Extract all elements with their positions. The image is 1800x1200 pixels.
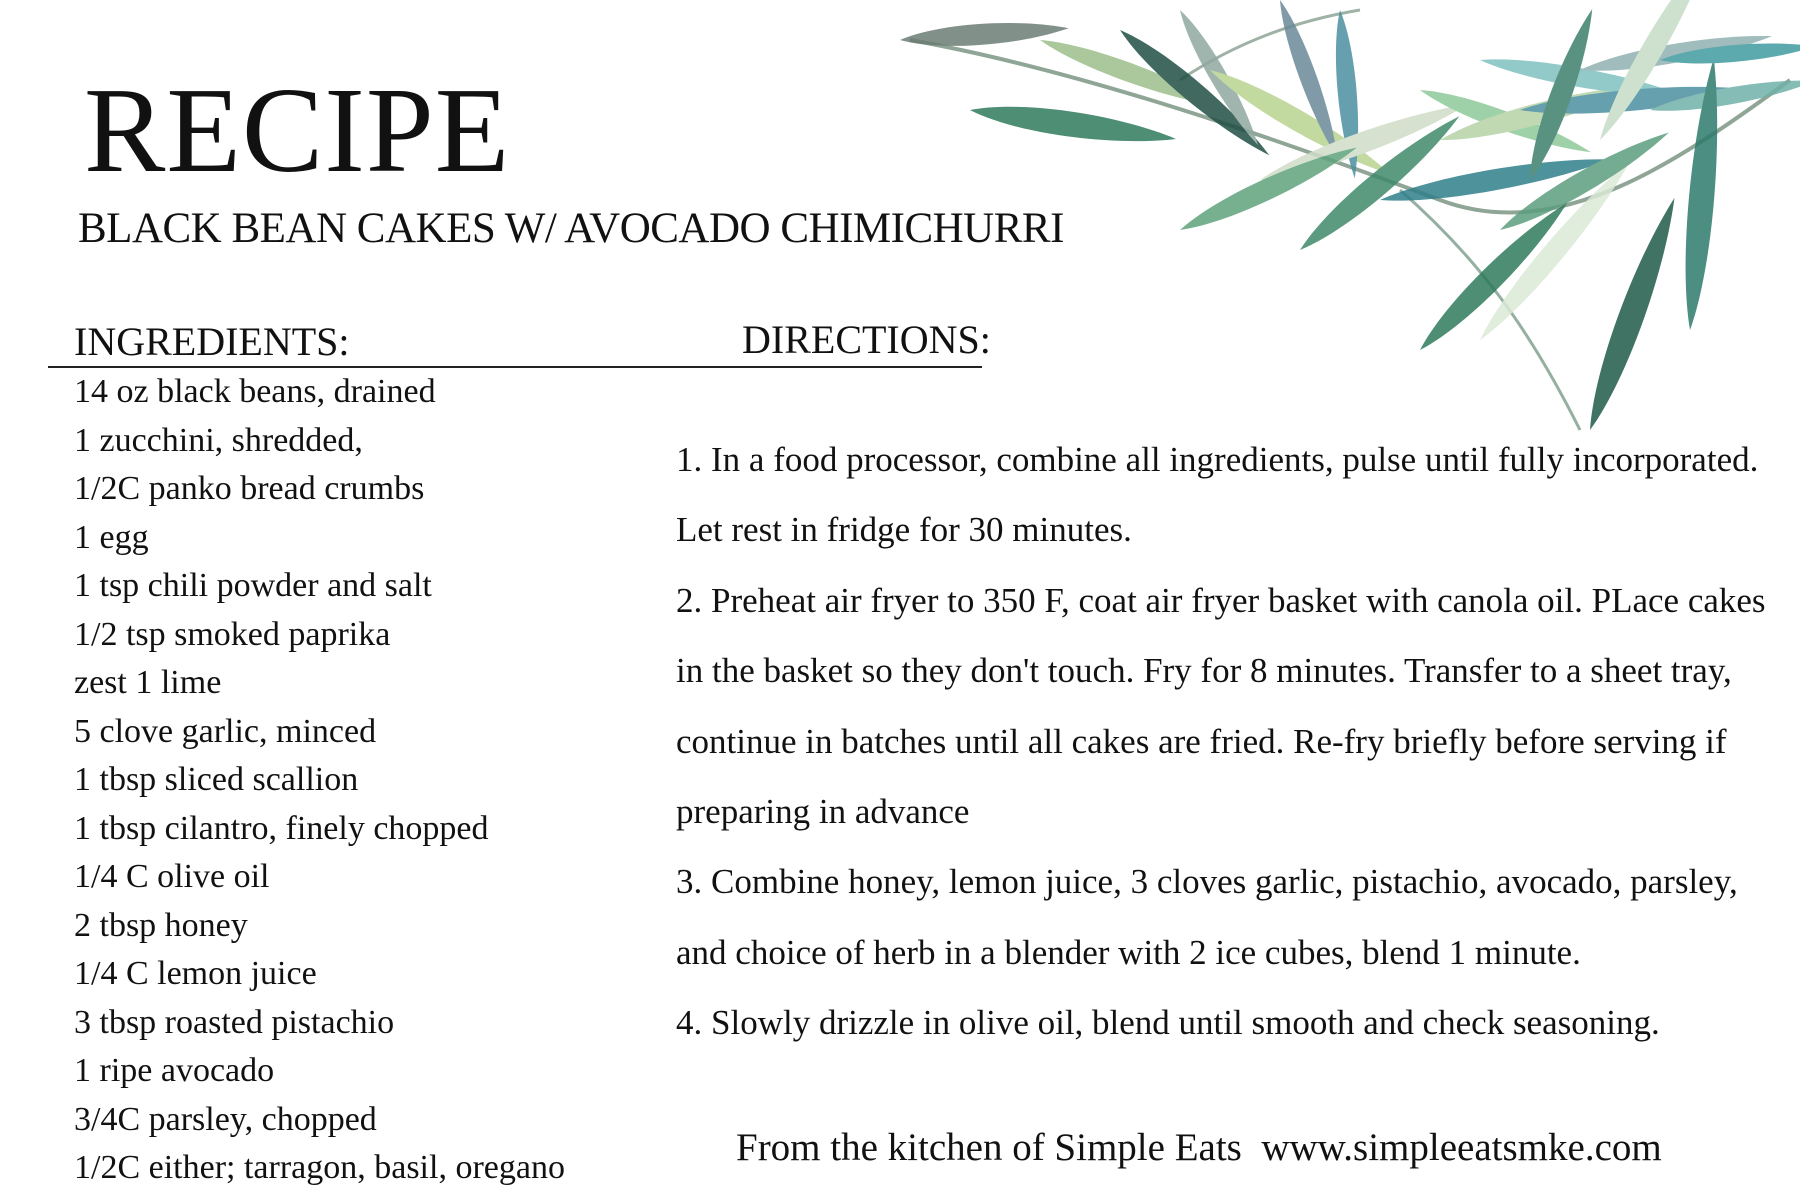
list-item: 1 tsp chili powder and salt — [74, 567, 432, 604]
direction-step: 3. Combine honey, lemon juice, 3 cloves garlic, pistachio, avocado, parsley, and choice of herb in a blender with 2 ice cubes, blend 1 minute. — [676, 862, 1738, 972]
list-item: 1/2 tsp smoked paprika — [74, 615, 391, 653]
list-item: zest 1 lime — [74, 664, 222, 701]
list-item: 3/4C parsley, chopped — [74, 1100, 377, 1138]
list-item: 1/4 C olive oil — [74, 858, 270, 895]
list-item: 1/2C panko bread crumbs — [74, 470, 425, 507]
list-item: 5 clove garlic, minced — [74, 712, 377, 750]
list-item: 1/4 C lemon juice — [74, 955, 317, 992]
recipe-name: BLACK BEAN CAKES W/ AVOCADO CHIMICHURRI — [78, 205, 1064, 252]
list-item: 3 tbsp roasted pistachio — [74, 1003, 395, 1041]
list-item: 2 tbsp honey — [74, 906, 248, 944]
footer-credit: From the kitchen of Simple Eats www.simpleeatsmke.com — [736, 1126, 1662, 1169]
list-item: 1 zucchini, shredded, — [74, 421, 363, 459]
ingredients-heading: INGREDIENTS: — [74, 319, 350, 364]
direction-step: 4. Slowly drizzle in olive oil, blend until smooth and check seasoning. — [676, 1003, 1660, 1043]
directions-list — [676, 425, 1776, 1059]
direction-step: 2. Preheat air fryer to 350 F, coat air fryer basket with canola oil. PLace cakes in the basket so they don't touch. Fry for 8 minutes. Transfer to a sheet tray, continue in batches until all cakes are fried. Re-fry briefly before serving if preparing in advance — [676, 580, 1766, 832]
list-item: 1 tbsp sliced scallion — [74, 761, 359, 798]
page-title: RECIPE — [84, 63, 511, 198]
list-item: 1 egg — [74, 518, 149, 556]
ingredient-list — [74, 368, 565, 1193]
directions-heading: DIRECTIONS: — [742, 317, 991, 362]
list-item: 14 oz black beans, drained — [74, 373, 436, 410]
direction-step: 1. In a food processor, combine all ingredients, pulse until fully incorporated. Let rest in fridge for 30 minutes. — [676, 440, 1759, 550]
list-item: 1/2C either; tarragon, basil, oregano — [74, 1149, 565, 1186]
list-item: 1 ripe avocado — [74, 1052, 275, 1089]
list-item: 1 tbsp cilantro, finely chopped — [74, 809, 489, 847]
